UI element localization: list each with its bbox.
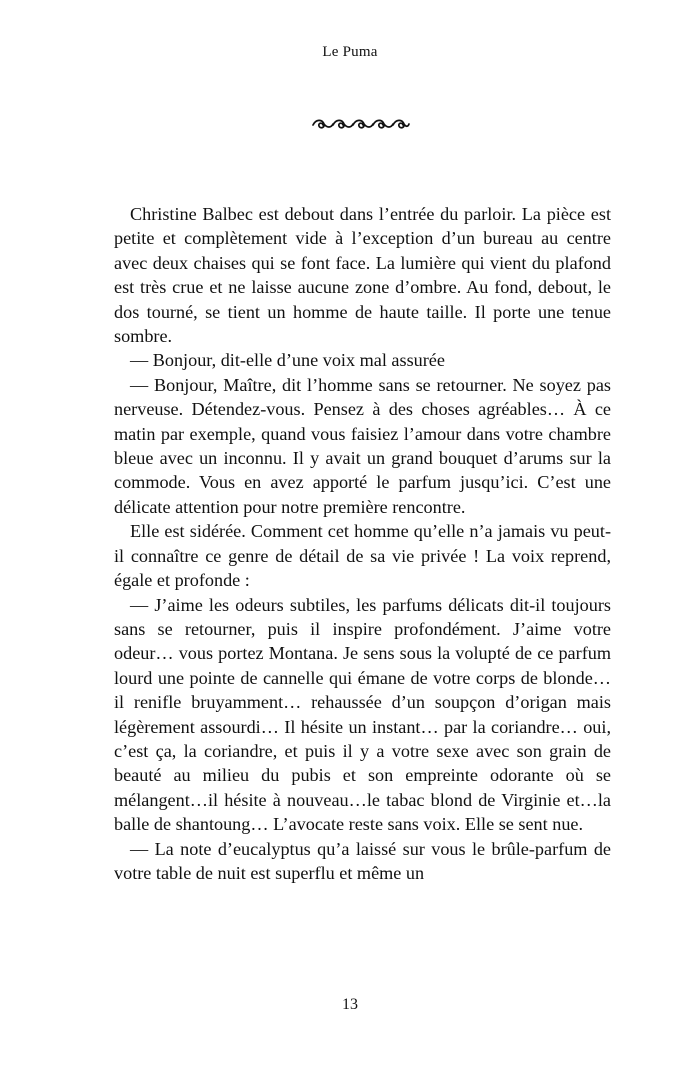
- paragraph-6: — La note d’eucalyptus qu’a laissé sur vous le brûle-parfum de votre table de nuit est superflu et même un: [114, 838, 611, 883]
- scroll-vine-ornament-icon: [311, 116, 411, 132]
- running-head: Le Puma: [322, 44, 378, 60]
- body-text: [114, 202, 611, 885]
- paragraph-2: — Bonjour, dit-elle d’une voix mal assurée: [130, 350, 445, 371]
- paragraph-5: — J’aime les odeurs subtiles, les parfums délicats dit-il toujours sans se retourner, puis il inspire profondément. J’aime votre odeur… vous portez Montana. Je sens sous la volupté de ce parfum lourd une pointe de cannelle qui émane de votre corps de blonde… il renifle bruyamment… rehaussée d’un soupçon d’origan mais légèrement assourdi… Il hésite un instant… par la coriandre… oui, c’est ça, la coriandre, et puis il y a votre sexe avec son grain de beauté au milieu du pubis et son empreinte odorante où se mélangent…il hésite à nouveau…le tabac blond de Virginie et…la balle de shantoung… L’avocate reste sans voix. Elle se sent nue.: [114, 594, 611, 835]
- page-number: 13: [342, 996, 358, 1013]
- paragraph-1: Christine Balbec est debout dans l’entrée du parloir. La pièce est petite et complètement vide à l’exception d’un bureau au centre avec deux chaises qui se font face. La lumière qui vient du plafond est très crue et ne laisse aucune zone d’ombre. Au fond, debout, le dos tourné, se tient un homme de haute taille. Il porte une tenue sombre.: [114, 204, 611, 347]
- paragraph-4: Elle est sidérée. Comment cet homme qu’elle n’a jamais vu peut-il connaître ce genre de détail de sa vie privée ! La voix reprend, égale et profonde :: [114, 521, 611, 591]
- paragraph-3: — Bonjour, Maître, dit l’homme sans se retourner. Ne soyez pas nerveuse. Détendez-vous. Pensez à des choses agréables… À ce matin par exemple, quand vous faisiez l’amour dans votre chambre bleue avec un inconnu. Il y avait un grand bouquet d’arums sur la commode. Vous en avez apporté le parfum jusqu’ici. C’est une délicate attention pour notre première rencontre.: [114, 374, 611, 517]
